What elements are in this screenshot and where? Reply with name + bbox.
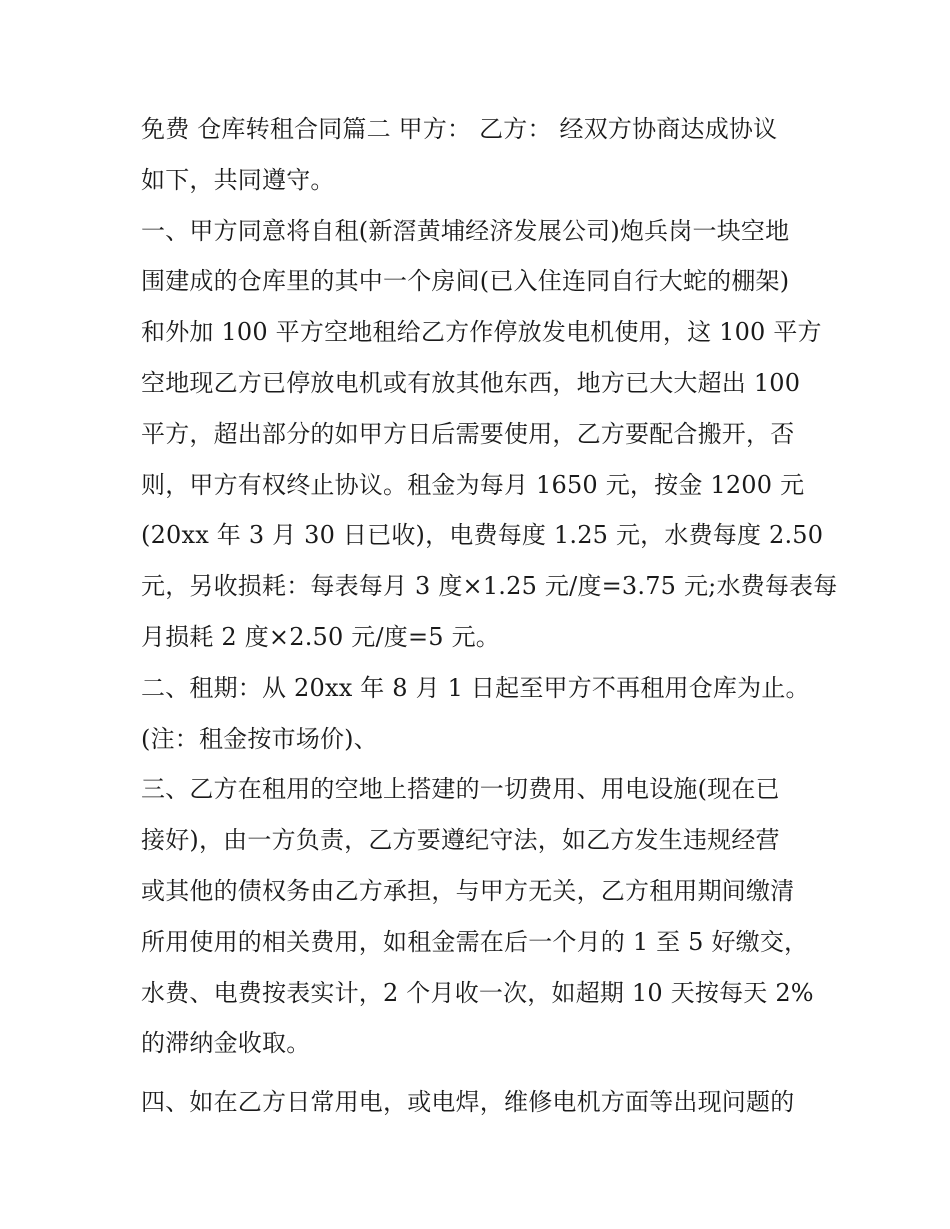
text-line-intro-1: 免费 仓库转租合同篇二 甲方： 乙方： 经双方协商达成协议 [141, 115, 778, 143]
text-line-clause-1-6: 则，甲方有权终止协议。租金为每月 1650 元，按金 1200 元 [141, 470, 805, 499]
text-line-clause-1-5: 平方，超出部分的如甲方日后需要使用，乙方要配合搬开，否 [141, 419, 795, 448]
text-line-clause-3-5: 水费、电费按表实计，2 个月收一次，如超期 10 天按每天 2% [141, 978, 814, 1007]
text-line-clause-2-2: (注：租金按市场价)、 [141, 724, 378, 753]
text-line-clause-1-1: 一、甲方同意将自租(新滘黄埔经济发展公司)炮兵岗一块空地 [141, 216, 790, 245]
text-line-clause-1-3: 和外加 100 平方空地租给乙方作停放发电机使用，这 100 平方 [141, 318, 822, 347]
document-body [141, 104, 838, 1128]
text-line-clause-2-1: 二、租期：从 20xx 年 8 月 1 日起至甲方不再租用仓库为止。 [141, 673, 810, 702]
text-line-clause-3-4: 所用使用的相关费用，如租金需在后一个月的 1 至 5 好缴交， [141, 927, 809, 956]
paragraph-gap [141, 1069, 831, 1077]
text-line-clause-1-9: 月损耗 2 度×2.50 元/度=5 元。 [141, 622, 500, 651]
text-line-intro-2: 如下，共同遵守。 [141, 165, 335, 194]
text-line-clause-1-7: (20xx 年 3 月 30 日已收)，电费每度 1.25 元，水费每度 2.50 [141, 521, 824, 550]
text-line-clause-1-4: 空地现乙方已停放电机或有放其他东西，地方已大大超出 100 [141, 368, 801, 397]
text-line-clause-1-2: 围建成的仓库里的其中一个房间(已入住连同自行大蛇的棚架) [141, 267, 790, 296]
text-line-clause-4-1: 四、如在乙方日常用电，或电焊，维修电机方面等出现问题的 [141, 1088, 795, 1117]
text-line-clause-3-2: 接好)，由一方负责，乙方要遵纪守法，如乙方发生违规经营 [141, 826, 780, 855]
text-line-clause-3-1: 三、乙方在租用的空地上搭建的一切费用、用电设施(现在已 [141, 775, 780, 804]
text-line-clause-3-3: 或其他的债权务由乙方承担，与甲方无关，乙方租用期间缴清 [141, 876, 795, 905]
text-line-clause-1-8: 元，另收损耗：每表每月 3 度×1.25 元/度=3.75 元;水费每表每 [141, 572, 838, 601]
text-line-clause-3-6: 的滞纳金收取。 [141, 1029, 311, 1058]
